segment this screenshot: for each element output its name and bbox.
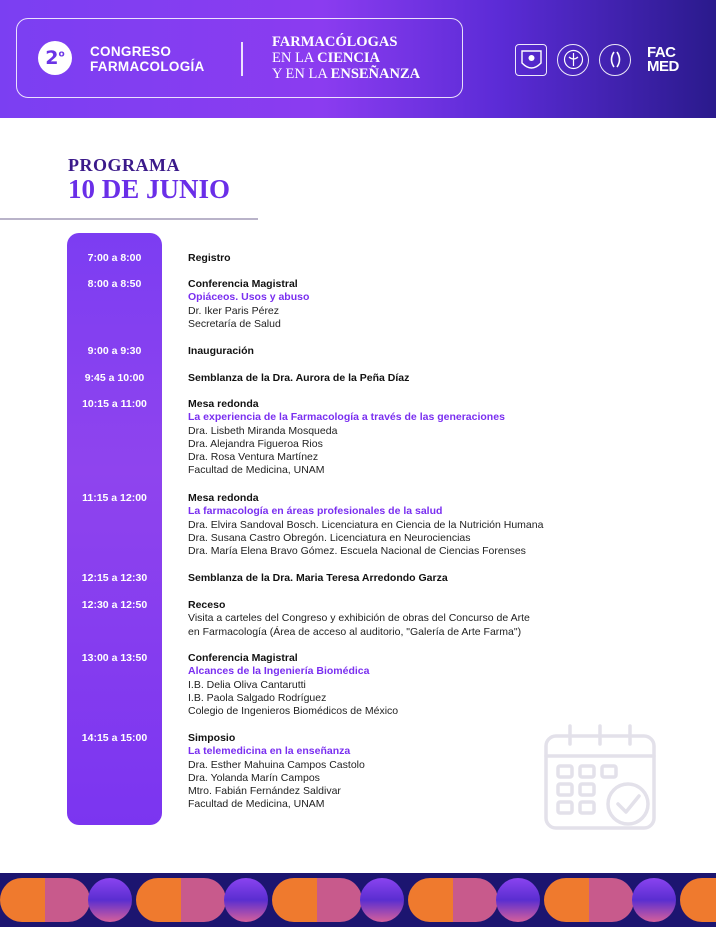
schedule-item: Inauguración — [188, 345, 254, 357]
decorative-circle — [360, 878, 404, 922]
institution-logos — [515, 40, 679, 80]
facmed-logo: FAC MED — [647, 44, 679, 75]
edition-badge: 2$^o$ — [38, 41, 72, 75]
bio-logo — [599, 44, 631, 76]
header-divider — [241, 42, 243, 76]
schedule-item: Registro — [188, 252, 231, 264]
unam-seal-logo — [515, 44, 547, 76]
time-label: 10:15 a 11:00 — [82, 398, 147, 410]
schedule-item: Simposio La telemedicina en la enseñanza Dra. Esther Mahuina Campos Castolo Dra. Yolanda Marín Campos Mtro. Fabián Fernández Saldivar Facultad de Medicina, UNAM — [188, 732, 365, 811]
decorative-pill — [272, 878, 362, 922]
title-divider — [0, 218, 258, 220]
time-label: 7:00 a 8:00 — [87, 252, 142, 264]
time-label: 9:45 a 10:00 — [84, 372, 145, 384]
decorative-pill — [0, 878, 90, 922]
schedule-item: Semblanza de la Dra. Aurora de la Peña Díaz — [188, 372, 410, 384]
time-label: 13:00 a 13:50 — [81, 652, 148, 664]
schedule-item: Semblanza de la Dra. Maria Teresa Arredondo Garza — [188, 572, 448, 584]
decorative-circle — [88, 878, 132, 922]
time-label: 12:30 a 12:50 — [81, 599, 148, 611]
decorative-circle — [496, 878, 540, 922]
time-label: 11:15 a 12:00 — [82, 492, 147, 504]
schedule-item: Conferencia Magistral Opiáceos. Usos y abuso Dr. Iker Paris Pérez Secretaría de Salud — [188, 278, 310, 330]
decorative-pill — [136, 878, 226, 922]
time-label: 8:00 a 8:50 — [87, 278, 142, 290]
program-label: PROGRAMA — [68, 155, 180, 175]
header-banner — [0, 0, 716, 118]
program-date: 10 DE JUNIO — [68, 174, 231, 204]
decorative-pill — [544, 878, 634, 922]
congress-name: CONGRESO FARMACOLOGÍA — [90, 44, 205, 74]
schedule-item: Mesa redonda La farmacología en áreas profesionales de la salud Dra. Elvira Sandoval Bosch. Licenciatura en Ciencia de la Nutrición Humana Dra. Susana Castro Obregón. Licenciatura en Neurociencias Dra. María Elena Bravo Gómez. Escuela Nacional de Ciencias Forenses — [188, 492, 544, 558]
time-label: 12:15 a 12:30 — [81, 572, 148, 584]
decorative-circle — [224, 878, 268, 922]
facultad-medicina-seal-logo — [557, 44, 589, 76]
calendar-check-icon — [540, 722, 660, 834]
schedule-item: Mesa redonda La experiencia de la Farmacología a través de las generaciones Dra. Lisbeth Miranda Mosqueda Dra. Alejandra Figueroa Rios Dra. Rosa Ventura Martínez Facultad de Medicina, UNAM — [188, 398, 505, 477]
decorative-circle — [632, 878, 676, 922]
schedule-item: Conferencia Magistral Alcances de la Ingeniería Biomédica I.B. Delia Oliva Cantarutti I.B. Paola Salgado Rodríguez Colegio de Ingenieros Biomédicos de México — [188, 652, 399, 718]
time-label: 14:15 a 15:00 — [81, 732, 148, 744]
time-label: 9:00 a 9:30 — [87, 345, 142, 357]
decorative-pill — [408, 878, 498, 922]
footer-decoration — [0, 873, 716, 927]
schedule-item: Receso Visita a carteles del Congreso y exhibición de obras del Concurso de Arte en Farmacología (Área de acceso al auditorio, "Galería de Arte Farma") — [188, 599, 530, 638]
decorative-pill — [680, 878, 716, 922]
congress-tagline: FARMACÓLOGAS EN LA CIENCIA Y EN LA ENSEÑANZA — [272, 34, 421, 82]
